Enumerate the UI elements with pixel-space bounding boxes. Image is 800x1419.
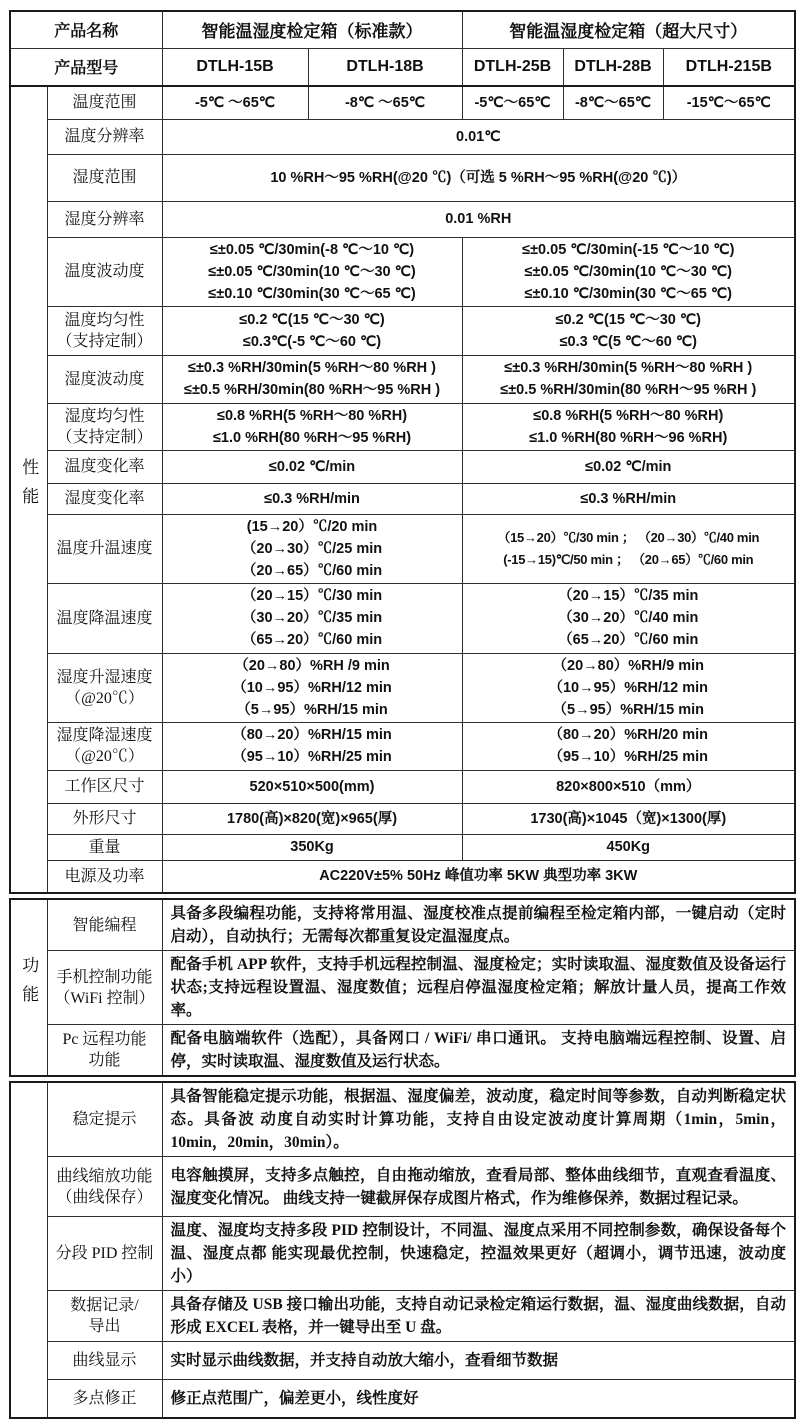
humi-down-standard: [162, 722, 462, 770]
line: （5→95）%RH/15 min: [236, 701, 388, 718]
line: （30→20）℃/35 min: [241, 610, 383, 626]
row-outer-size: [10, 803, 795, 834]
line: （支持定制）: [56, 332, 153, 350]
row-pid-control: [10, 1217, 795, 1291]
line: ≤1.0 %RH(80 %RH～96 %RH): [529, 429, 728, 446]
line: （@20℃）: [65, 748, 144, 765]
line: ≤±0.10 ℃/30min(30 ℃～65 ℃): [208, 285, 416, 302]
line: ≤±0.10 ℃/30min(30 ℃～65 ℃): [524, 285, 732, 302]
row-product-model: [10, 48, 795, 86]
line: ≤±0.05 ℃/30min(10 ℃～30 ℃): [524, 263, 732, 280]
work-size-standard: 520×510×500(mm): [162, 770, 462, 803]
product-model-label: 产品型号: [10, 48, 162, 86]
humi-fluctuation-standard: [162, 355, 462, 403]
humi-uniformity-label: [47, 403, 162, 450]
weight-standard: 350Kg: [162, 834, 462, 860]
temp-range-25b: -5℃～65℃: [462, 86, 563, 119]
row-work-size: [10, 770, 795, 803]
temp-cooling-standard: [162, 583, 462, 653]
line: （5→95）%RH/15 min: [552, 701, 705, 718]
stability-hint-text: 具备智能稳定提示功能，根据温、湿度偏差，波动度，稳定时间等参数，自动判断稳定状态。具备波 动度自动实时计算功能，支持自由设定波动度计算周期（1min，5min，10min，20min，30min）。: [162, 1082, 795, 1157]
pc-remote-text: 配备电脑端软件（选配），具备网口 / WiFi/ 串口通讯。 支持电脑端远程控制、设置、启停，实时读取温、湿度数值及运行状态。: [162, 1025, 795, 1077]
line: 温度均匀性: [64, 311, 145, 329]
humi-up-standard: [162, 653, 462, 722]
row-weight: [10, 834, 795, 860]
line: （80→20）%RH/15 min: [232, 727, 392, 743]
line: ≤±0.3 %RH/30min(5 %RH～80 %RH ): [504, 360, 753, 376]
line: ≤±0.05 ℃/30min(-8 ℃～10 ℃): [209, 241, 415, 258]
multipoint-correction-label: 多点修正: [47, 1380, 162, 1418]
line: （@20℃）: [65, 689, 144, 707]
humi-range-value: 10 %RH～95 %RH(@20 ℃)（可选 5 %RH～95 %RH(@20 ℃)）: [162, 154, 795, 201]
model-dtlh-215b: DTLH-215B: [663, 48, 795, 86]
pc-remote-label: [47, 1025, 162, 1077]
line: （WiFi 控制）: [54, 989, 155, 1007]
temp-range-label: 温度范围: [47, 86, 162, 119]
line: 曲线缩放功能: [56, 1167, 153, 1185]
line: ≤±0.3 %RH/30min(5 %RH～80 %RH ): [188, 360, 436, 376]
line: ≤±0.5 %RH/30min(80 %RH～95 %RH ): [500, 382, 757, 398]
performance-table: [9, 10, 796, 894]
temp-heating-oversize: [462, 514, 795, 583]
humi-change-rate-standard: ≤0.3 %RH/min: [162, 483, 462, 514]
line: （10→95）%RH/12 min: [548, 679, 709, 696]
temp-range-215b: -15℃～65℃: [663, 86, 795, 119]
humi-uniformity-oversize: [462, 403, 795, 450]
temp-resolution-value: 0.01℃: [162, 119, 795, 154]
row-humi-down: [10, 722, 795, 770]
line: ≤±0.5 %RH/30min(80 %RH～95 %RH ): [183, 382, 441, 398]
section-functions-label: [10, 899, 47, 1076]
row-stability-hint: [10, 1082, 795, 1157]
line: ≤0.2 ℃(15 ℃～30 ℃): [239, 311, 385, 328]
line: (-15→15)℃/50 min ； （20→65）℃/60 min: [503, 551, 754, 567]
line: 湿度均匀性: [64, 407, 145, 425]
line: ≤±0.05 ℃/30min(10 ℃～30 ℃): [208, 263, 416, 280]
humi-fluctuation-oversize: [462, 355, 795, 403]
data-record-label: [47, 1291, 162, 1342]
line: (15→20）℃/20 min: [246, 518, 378, 535]
line: ≤0.8 %RH(5 %RH～80 %RH): [216, 407, 408, 424]
temp-change-rate-oversize: ≤0.02 ℃/min: [462, 450, 795, 483]
row-temp-cooling: [10, 583, 795, 653]
line: （曲线保存）: [56, 1188, 153, 1206]
temp-fluctuation-label: 温度波动度: [47, 237, 162, 306]
model-dtlh-18b: DTLH-18B: [308, 48, 462, 86]
row-product-name: [10, 11, 795, 48]
power-label: 电源及功率: [47, 860, 162, 893]
line: 湿度升湿速度: [56, 668, 153, 686]
product-name-oversize: 智能温湿度检定箱（超大尺寸）: [462, 11, 795, 48]
humi-change-rate-oversize: ≤0.3 %RH/min: [462, 483, 795, 514]
temp-cooling-label: 温度降温速度: [47, 583, 162, 653]
row-humi-resolution: [10, 201, 795, 237]
row-humi-fluctuation: [10, 355, 795, 403]
temp-range-15b: -5℃ ～65℃: [162, 86, 308, 119]
row-data-record: [10, 1291, 795, 1342]
temp-heating-label: 温度升温速度: [47, 514, 162, 583]
model-dtlh-25b: DTLH-25B: [462, 48, 563, 86]
row-multipoint-correction: [10, 1380, 795, 1418]
line: （95→10）%RH/25 min: [232, 749, 392, 765]
row-smart-programming: [10, 899, 795, 951]
line: 功能: [88, 1052, 121, 1069]
line: ≤0.8 %RH(5 %RH～80 %RH): [533, 407, 724, 424]
line: （65→20）℃/60 min: [558, 632, 699, 648]
line: （支持定制）: [56, 428, 153, 446]
weight-label: 重量: [47, 834, 162, 860]
curve-zoom-text: 电容触摸屏，支持多点触控，自由拖动缩放，查看局部、整体曲线细节，直观查看温度、湿度变化情况。 曲线支持一键截屏保存成图片格式，作为维修保养，数据过程记录。: [162, 1157, 795, 1217]
temp-range-28b: -8℃～65℃: [563, 86, 663, 119]
outer-size-standard: 1780(高)×820(宽)×965(厚): [162, 803, 462, 834]
stability-hint-label: 稳定提示: [47, 1082, 162, 1157]
curve-zoom-label: [47, 1157, 162, 1217]
line: ≤0.3℃(-5 ℃～60 ℃): [242, 333, 382, 350]
line: 湿度降湿速度: [56, 727, 153, 744]
row-temp-heating: [10, 514, 795, 583]
temp-change-rate-standard: ≤0.02 ℃/min: [162, 450, 462, 483]
outer-size-oversize: 1730(高)×1045（宽)×1300(厚): [462, 803, 795, 834]
pid-control-text: 温度、湿度均支持多段 PID 控制设计，不同温、湿度点采用不同控制参数，确保设备每个温、湿度点都 能实现最优控制，快速稳定，控温效果更好（超调小，调节迅速，波动度小）: [162, 1217, 795, 1291]
product-name-label: 产品名称: [10, 11, 162, 48]
performance-vertical-text: 性能: [19, 458, 39, 516]
model-dtlh-28b: DTLH-28B: [563, 48, 663, 86]
phone-control-label: [47, 951, 162, 1025]
line: （95→10）%RH/25 min: [548, 749, 709, 765]
temp-resolution-label: 温度分辨率: [47, 119, 162, 154]
row-temp-resolution: [10, 119, 795, 154]
temp-uniformity-label: [47, 306, 162, 355]
temp-uniformity-oversize: [462, 306, 795, 355]
extras-table: [9, 1081, 796, 1419]
line: ≤0.2 ℃(15 ℃～30 ℃): [555, 311, 701, 328]
humi-range-label: 湿度范围: [47, 154, 162, 201]
temp-cooling-oversize: [462, 583, 795, 653]
line: （20→30）℃/25 min: [241, 540, 383, 557]
work-size-label: 工作区尺寸: [47, 770, 162, 803]
section-extras-spacer: [10, 1082, 47, 1418]
pid-control-label: 分段 PID 控制: [47, 1217, 162, 1291]
line: （20→80）%RH/9 min: [552, 657, 705, 674]
line: （20→15）℃/30 min: [241, 588, 383, 604]
row-humi-uniformity: [10, 403, 795, 450]
model-dtlh-15b: DTLH-15B: [162, 48, 308, 86]
power-value: AC220V±5% 50Hz 峰值功率 5KW 典型功率 3KW: [162, 860, 795, 893]
humi-fluctuation-label: 湿度波动度: [47, 355, 162, 403]
humi-resolution-value: 0.01 %RH: [162, 201, 795, 237]
line: 手机控制功能: [56, 968, 153, 986]
row-phone-control: [10, 951, 795, 1025]
row-humi-change-rate: [10, 483, 795, 514]
line: 导出: [88, 1318, 121, 1335]
row-curve-display: [10, 1342, 795, 1380]
temp-uniformity-standard: [162, 306, 462, 355]
row-temp-change-rate: [10, 450, 795, 483]
temp-fluctuation-standard: [162, 237, 462, 306]
weight-oversize: 450Kg: [462, 834, 795, 860]
humi-uniformity-standard: [162, 403, 462, 450]
row-temp-uniformity: [10, 306, 795, 355]
line: （65→20）℃/60 min: [241, 632, 383, 648]
line: ≤±0.05 ℃/30min(-15 ℃～10 ℃): [522, 241, 735, 258]
multipoint-correction-text: 修正点范围广，偏差更小，线性度好: [162, 1380, 795, 1418]
temp-change-rate-label: 温度变化率: [47, 450, 162, 483]
functions-table: [9, 898, 796, 1077]
data-record-text: 具备存储及 USB 接口输出功能，支持自动记录检定箱运行数据，温、湿度曲线数据，自动形成 EXCEL 表格，并一键导出至 U 盘。: [162, 1291, 795, 1342]
work-size-oversize: 820×800×510（mm）: [462, 770, 795, 803]
row-curve-zoom: [10, 1157, 795, 1217]
line: （20→15）℃/35 min: [558, 588, 699, 604]
row-humi-range: [10, 154, 795, 201]
row-pc-remote: [10, 1025, 795, 1077]
line: （10→95）%RH/12 min: [232, 679, 392, 696]
line: 数据记录/: [70, 1297, 139, 1314]
row-humi-up: [10, 653, 795, 722]
humi-change-rate-label: 湿度变化率: [47, 483, 162, 514]
product-name-standard: 智能温湿度检定箱（标准款）: [162, 11, 462, 48]
humi-down-label: [47, 722, 162, 770]
humi-up-label: [47, 653, 162, 722]
outer-size-label: 外形尺寸: [47, 803, 162, 834]
row-temp-range: [10, 86, 795, 119]
row-temp-fluctuation: [10, 237, 795, 306]
row-power: [10, 860, 795, 893]
temp-range-18b: -8℃ ～65℃: [308, 86, 462, 119]
line: ≤1.0 %RH(80 %RH～95 %RH): [212, 429, 412, 446]
humi-down-oversize: [462, 722, 795, 770]
humi-resolution-label: 湿度分辨率: [47, 201, 162, 237]
smart-programming-text: 具备多段编程功能，支持将常用温、湿度校准点提前编程至检定箱内部，一键启动（定时启动），自动执行；无需每次都重复设定温湿度点。: [162, 899, 795, 951]
smart-programming-label: 智能编程: [47, 899, 162, 951]
line: ≤0.3 ℃(5 ℃～60 ℃): [559, 333, 697, 350]
curve-display-label: 曲线显示: [47, 1342, 162, 1380]
temp-heating-standard: [162, 514, 462, 583]
line: （80→20）%RH/20 min: [548, 727, 709, 743]
line: （15→20）℃/30 min ； （20→30）℃/40 min: [497, 529, 760, 545]
curve-display-text: 实时显示曲线数据，并支持自动放大缩小，查看细节数据: [162, 1342, 795, 1380]
humi-up-oversize: [462, 653, 795, 722]
functions-vertical-text: 功能: [19, 956, 39, 1014]
section-performance-label: [10, 86, 47, 893]
line: Pc 远程功能: [62, 1031, 147, 1048]
line: （20→80）%RH /9 min: [234, 657, 390, 674]
line: （30→20）℃/40 min: [558, 610, 699, 626]
line: （20→65）℃/60 min: [241, 562, 383, 579]
temp-fluctuation-oversize: [462, 237, 795, 306]
phone-control-text: 配备手机 APP 软件，支持手机远程控制温、湿度检定；实时读取温、湿度数值及设备运行状态;支持远程设置温、湿度数值；远程启停温湿度检定箱；解放计量人员，提高工作效率。: [162, 951, 795, 1025]
